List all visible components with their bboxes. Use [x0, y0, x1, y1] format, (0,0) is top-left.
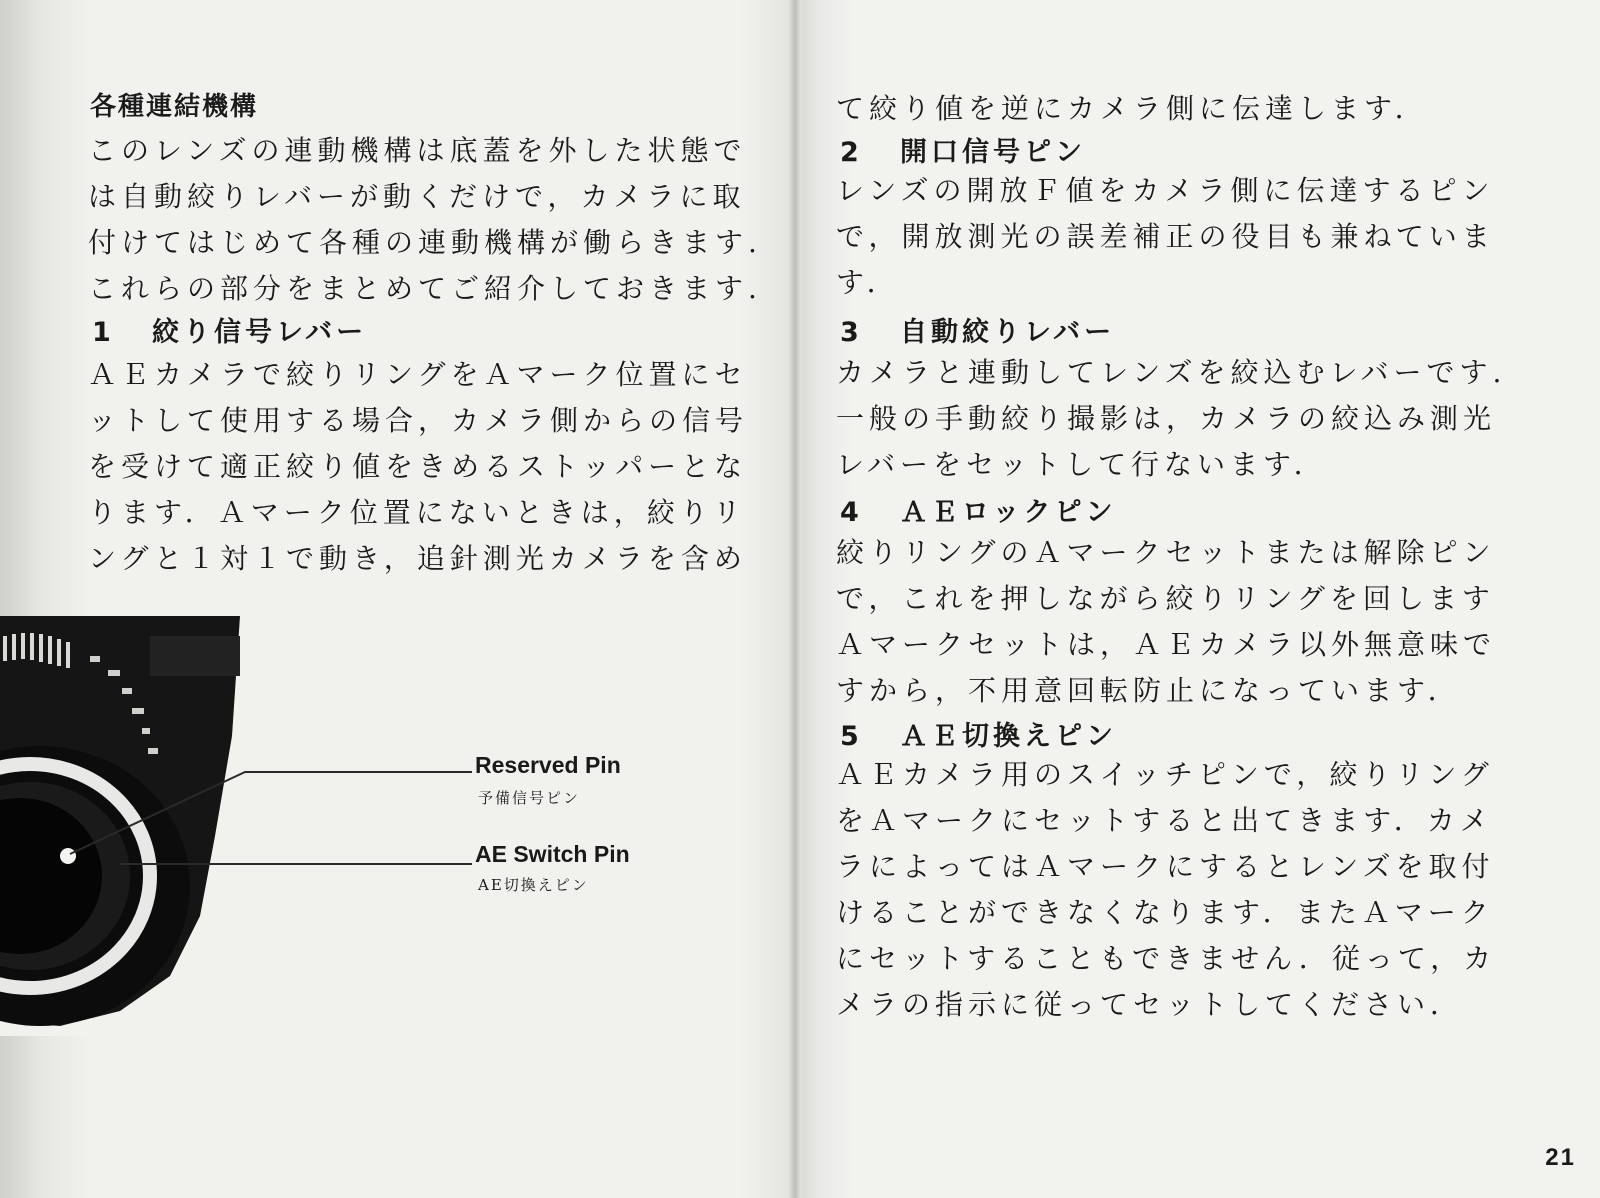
body-line: で，これを押しながら絞りリングを回します	[836, 582, 1495, 615]
item-4-heading	[840, 490, 1116, 529]
ae-switch-pin-label: AE Switch Pin	[475, 841, 630, 867]
item-5-heading	[840, 714, 1117, 753]
item-title: 開口信号ピン	[900, 137, 1086, 168]
item-title: ＡＥロックピン	[900, 497, 1117, 528]
item-4-body	[836, 530, 1496, 714]
item-3-body	[836, 350, 1506, 488]
item-title: 絞り信号レバー	[152, 317, 368, 348]
body-line: けることができなくなります．またＡマーク	[836, 896, 1494, 929]
body-line: ＡＥカメラで絞りリングをＡマーク位置にセ	[88, 358, 748, 391]
intro-paragraph	[88, 128, 762, 312]
body-line: ラによってはＡマークにするとレンズを取付	[836, 850, 1495, 883]
item-5-body	[836, 752, 1496, 1028]
body-line: 一般の手動絞り撮影は，カメラの絞込み測光	[836, 402, 1497, 435]
item-2-body	[836, 168, 1495, 306]
body-line: す．	[836, 266, 900, 299]
ae-switch-pin-sublabel: AE切換えピン	[478, 876, 589, 894]
item-1-body	[88, 352, 748, 582]
section-heading: 各種連結機構	[90, 92, 259, 122]
intro-line: 付けてはじめて各種の連動機構が働らきます.	[88, 226, 762, 259]
book-gutter	[788, 0, 802, 1198]
item-number: 4	[840, 497, 863, 528]
item-title: ＡＥ切換えピン	[900, 721, 1117, 752]
continuation-paragraph	[836, 86, 1428, 132]
body-line: Ａマークセットは，ＡＥカメラ以外無意味で	[836, 628, 1497, 661]
body-line: すから，不用意回転防止になっています．	[836, 674, 1461, 707]
item-number: 5	[840, 721, 863, 752]
intro-line: これらの部分をまとめてご紹介しておきます.	[88, 272, 762, 305]
item-3-heading	[840, 310, 1115, 349]
body-line: ＡＥカメラ用のスイッチピンで，絞りリング	[836, 758, 1494, 791]
body-line: カメラと連動してレンズを絞込むレバーです.	[836, 356, 1507, 389]
item-title: 自動絞りレバー	[900, 317, 1116, 348]
reserved-pin-label: Reserved Pin	[475, 752, 621, 778]
item-number: 1	[92, 317, 115, 348]
body-line: レバーをセットして行ないます．	[836, 448, 1327, 481]
body-line: にセットすることもできません．従って，カ	[836, 942, 1497, 975]
body-line: をＡマークにセットすると出てきます．カメ	[836, 804, 1493, 837]
intro-line: は自動絞りレバーが動くだけで，カメラに取	[88, 180, 746, 213]
reserved-pin-sublabel: 予備信号ピン	[478, 789, 581, 807]
body-line: 絞りリングのＡマークセットまたは解除ピン	[836, 536, 1496, 569]
item-1-heading	[92, 310, 367, 349]
body-line: ります．Ａマーク位置にないときは，絞りリ	[88, 496, 746, 529]
page-number: 21	[1545, 1144, 1576, 1171]
intro-line: このレンズの連動機構は底蓋を外した状態で	[88, 134, 747, 167]
body-line: で，開放測光の誤差補正の役目も兼ねていま	[836, 220, 1495, 253]
body-line: レンズの開放Ｆ値をカメラ側に伝達するピン	[836, 174, 1495, 207]
item-number: 2	[840, 137, 863, 168]
body-line: ングと１対１で動き，追針測光カメラを含め	[88, 542, 747, 575]
body-line: を受けて適正絞り値をきめるストッパーとな	[88, 450, 748, 483]
item-number: 3	[840, 317, 863, 348]
body-line: て絞り値を逆にカメラ側に伝達します．	[836, 92, 1428, 125]
body-line: メラの指示に従ってセットしてください．	[836, 988, 1464, 1021]
callout-leader-lines	[60, 760, 480, 870]
body-line: ットして使用する場合，カメラ側からの信号	[88, 404, 749, 437]
item-2-heading	[840, 130, 1086, 169]
